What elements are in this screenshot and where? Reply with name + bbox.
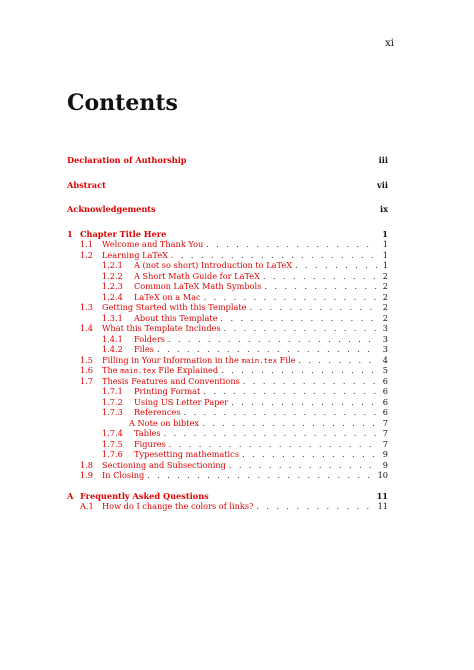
- toc-leader: [264, 281, 377, 292]
- toc-entry-number[interactable]: 1.8: [80, 459, 94, 470]
- toc-entry-page: vii: [377, 179, 388, 190]
- toc-entry-page: 2: [382, 312, 388, 323]
- toc-entry-page: 5: [382, 365, 388, 375]
- toc-leader: [249, 302, 377, 313]
- toc-entry-label[interactable]: Getting Started with this Template: [102, 302, 247, 312]
- toc-entry-page: 2: [382, 281, 388, 291]
- toc-section-entry[interactable]: [67, 460, 388, 471]
- toc-entry-page: ix: [380, 204, 388, 214]
- toc-chapter-number[interactable]: A: [67, 490, 74, 501]
- toc-subsection-entry[interactable]: [67, 334, 388, 345]
- toc-leader: [242, 449, 377, 460]
- toc-section-entry[interactable]: [67, 239, 388, 250]
- toc-entry-page: 1: [382, 249, 388, 260]
- toc-leader: [298, 355, 377, 366]
- toc-frontmatter-entry[interactable]: [67, 180, 388, 191]
- toc-entry-number[interactable]: 1.4.2: [102, 344, 123, 354]
- toc-chapter-number[interactable]: 1: [67, 228, 73, 239]
- toc-entry-number[interactable]: A.1: [80, 501, 94, 511]
- toc-section-entry[interactable]: [67, 355, 388, 366]
- toc-entry-page: 10: [377, 470, 388, 480]
- toc-entry-label[interactable]: A (not so short) Introduction to LaTeX: [134, 260, 293, 270]
- toc-entry-page: 7: [382, 428, 388, 438]
- toc-entry-label[interactable]: Frequently Asked Questions: [80, 490, 209, 501]
- toc-leader: [203, 386, 377, 397]
- toc-entry-page: 1: [382, 239, 388, 249]
- toc-entry-label[interactable]: Learning LaTeX: [102, 249, 168, 260]
- toc-entry-label[interactable]: About this Template: [134, 312, 218, 323]
- toc-leader: [147, 470, 374, 481]
- toc-leader: [231, 397, 377, 408]
- toc-entry-label[interactable]: Chapter Title Here: [80, 228, 167, 239]
- toc-subsection-entry[interactable]: [67, 344, 388, 355]
- toc-subsection-entry[interactable]: [67, 397, 388, 408]
- toc-leader: [224, 323, 377, 334]
- toc-entry-number[interactable]: 1.7.4: [102, 428, 123, 438]
- toc-leader: [184, 407, 377, 418]
- toc-entry-number[interactable]: 1.2.4: [102, 291, 123, 302]
- toc-entry-label[interactable]: References: [134, 407, 181, 417]
- toc-entry-page: 4: [382, 354, 388, 365]
- toc-spacer: [67, 166, 388, 180]
- toc-entry-number[interactable]: 1.7.3: [102, 407, 123, 417]
- toc-section-entry[interactable]: [67, 250, 388, 261]
- toc-leader: [206, 239, 377, 250]
- toc-leader: [295, 260, 377, 271]
- toc-entry-label[interactable]: In Closing: [102, 470, 145, 480]
- toc-leader: [256, 501, 374, 512]
- toc-entry-number[interactable]: 1.2.1: [102, 260, 123, 270]
- toc-spacer: [67, 481, 388, 491]
- toc-entry-number[interactable]: 1.6: [80, 365, 94, 375]
- toc-entry-page: 6: [382, 375, 388, 386]
- toc-entry-number[interactable]: 1.7.2: [102, 396, 123, 407]
- toc-entry-number[interactable]: 1.7: [80, 375, 94, 386]
- toc-entry-page: 7: [382, 417, 388, 428]
- toc-entry-number[interactable]: 1.3: [80, 302, 94, 312]
- toc-paragraph-entry[interactable]: [67, 418, 388, 429]
- toc-entry-label[interactable]: Acknowledgements: [67, 204, 156, 214]
- toc-entry-label[interactable]: Folders: [134, 333, 165, 344]
- toc-section-entry[interactable]: [67, 376, 388, 387]
- toc-entry-page: 3: [382, 344, 388, 354]
- toc-leader: [164, 428, 377, 439]
- toc-entry-label[interactable]: Declaration of Authorship: [67, 155, 187, 165]
- toc-entry-label[interactable]: A Short Math Guide for LaTeX: [134, 270, 260, 281]
- toc-entry-number[interactable]: 1.9: [80, 470, 94, 480]
- page-title: Contents: [67, 90, 178, 116]
- toc-entry-number[interactable]: 1.1: [80, 239, 94, 249]
- toc-entry-page: 7: [382, 438, 388, 449]
- toc-entry-number[interactable]: 1.7.6: [102, 449, 123, 459]
- toc-entry-page: iii: [378, 155, 388, 165]
- toc-leader: [168, 334, 377, 345]
- toc-entry-number[interactable]: 1.4.1: [102, 333, 123, 344]
- toc-entry-label[interactable]: Using US Letter Paper: [134, 396, 229, 407]
- toc-entry-label[interactable]: Common LaTeX Math Symbols: [134, 281, 262, 291]
- toc-entry-page: 9: [382, 459, 388, 470]
- toc-subsection-entry[interactable]: [67, 407, 388, 418]
- table-of-contents: [67, 155, 388, 512]
- toc-section-entry[interactable]: [67, 470, 388, 481]
- toc-spacer: [67, 215, 388, 229]
- toc-entry-label[interactable]: The main.tex File Explained: [102, 365, 219, 375]
- toc-entry-page: 3: [382, 323, 388, 333]
- toc-section-entry[interactable]: [67, 501, 388, 512]
- toc-subsection-entry[interactable]: [67, 260, 388, 271]
- toc-entry-label[interactable]: Printing Format: [134, 386, 201, 396]
- toc-entry-label[interactable]: Welcome and Thank You: [102, 239, 204, 249]
- toc-entry-label[interactable]: What this Template Includes: [102, 323, 221, 333]
- toc-spacer: [67, 190, 388, 204]
- toc-leader: [169, 439, 377, 450]
- toc-subsection-entry[interactable]: [67, 281, 388, 292]
- toc-entry-label[interactable]: LaTeX on a Mac: [134, 291, 201, 302]
- toc-entry-page: 2: [382, 291, 388, 302]
- toc-frontmatter-entry[interactable]: [67, 204, 388, 215]
- toc-entry-number[interactable]: 1.2: [80, 249, 94, 260]
- toc-entry-label[interactable]: Files: [134, 344, 154, 354]
- toc-subsection-entry[interactable]: [67, 449, 388, 460]
- toc-entry-number[interactable]: 1.2.2: [102, 270, 123, 281]
- toc-leader: [229, 460, 377, 471]
- toc-entry-page: 6: [382, 407, 388, 417]
- toc-section-entry[interactable]: [67, 365, 388, 376]
- toc-entry-page: 1: [382, 260, 388, 270]
- toc-subsection-entry[interactable]: [67, 292, 388, 303]
- toc-entry-page: 2: [382, 270, 388, 281]
- toc-entry-label[interactable]: Thesis Features and Conventions: [102, 375, 240, 386]
- toc-entry-number[interactable]: 1.7.5: [102, 438, 123, 449]
- toc-leader: [221, 365, 377, 376]
- toc-entry-number[interactable]: 1.2.3: [102, 281, 123, 291]
- toc-leader: [204, 292, 377, 303]
- toc-entry-label[interactable]: Filling in Your Information in the main.tex File: [102, 354, 296, 365]
- toc-entry-number[interactable]: 1.3.1: [102, 312, 123, 323]
- toc-entry-label[interactable]: A Note on bibtex: [129, 417, 200, 428]
- toc-entry-page: 1: [382, 228, 388, 239]
- toc-entry-label[interactable]: Tables: [134, 428, 161, 438]
- page-number: xi: [385, 38, 394, 49]
- toc-entry-number[interactable]: 1.4: [80, 323, 94, 333]
- toc-chapter-entry[interactable]: [67, 229, 388, 240]
- toc-entry-page: 6: [382, 386, 388, 396]
- toc-chapter-entry[interactable]: [67, 491, 388, 502]
- toc-entry-page: 6: [382, 396, 388, 407]
- toc-leader: [243, 376, 377, 387]
- toc-entry-page: 2: [382, 302, 388, 312]
- toc-entry-label[interactable]: How do I change the colors of links?: [102, 501, 254, 511]
- toc-subsection-entry[interactable]: [67, 439, 388, 450]
- toc-leader: [171, 250, 377, 261]
- toc-entry-page: 9: [382, 449, 388, 459]
- toc-section-entry[interactable]: [67, 302, 388, 313]
- toc-leader: [202, 418, 377, 429]
- toc-entry-number[interactable]: 1.7.1: [102, 386, 123, 396]
- toc-entry-label[interactable]: Abstract: [67, 179, 106, 190]
- toc-subsection-entry[interactable]: [67, 313, 388, 324]
- toc-entry-label[interactable]: Typesetting mathematics: [134, 449, 239, 459]
- toc-leader: [221, 313, 377, 324]
- toc-entry-number[interactable]: 1.5: [80, 354, 94, 365]
- toc-subsection-entry[interactable]: [67, 386, 388, 397]
- toc-subsection-entry[interactable]: [67, 428, 388, 439]
- toc-subsection-entry[interactable]: [67, 271, 388, 282]
- toc-leader: [157, 344, 377, 355]
- toc-entry-page: 3: [382, 333, 388, 344]
- toc-entry-label[interactable]: Figures: [134, 438, 166, 449]
- toc-entry-label[interactable]: Sectioning and Subsectioning: [102, 459, 226, 470]
- toc-frontmatter-entry[interactable]: [67, 155, 388, 166]
- toc-entry-page: 11: [376, 490, 388, 501]
- toc-leader: [263, 271, 377, 282]
- toc-entry-page: 11: [377, 501, 388, 511]
- toc-section-entry[interactable]: [67, 323, 388, 334]
